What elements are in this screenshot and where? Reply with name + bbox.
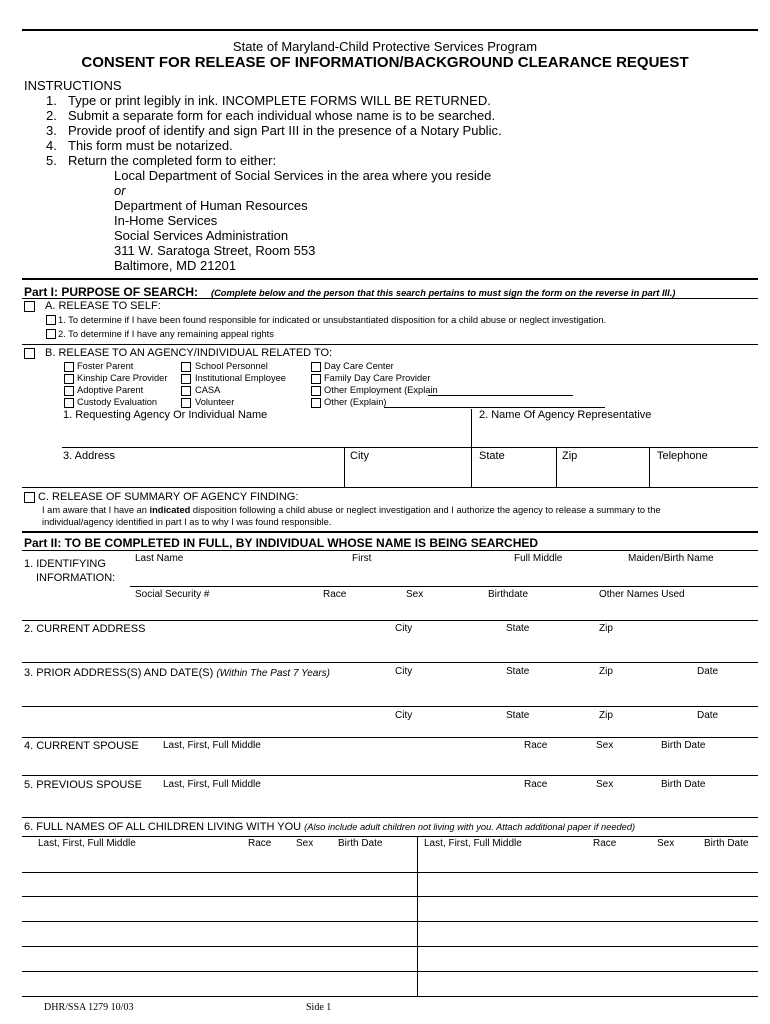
institutional-employee-checkbox[interactable] <box>181 374 191 384</box>
institutional-employee-label: Institutional Employee <box>195 373 286 383</box>
other-employment-label: Other Employment (Explain <box>324 385 438 395</box>
address-line: Social Services Administration <box>114 228 289 243</box>
part1-rule <box>22 278 758 280</box>
form-title: CONSENT FOR RELEASE OF INFORMATION/BACKGROUND CLEARANCE REQUEST <box>81 54 689 71</box>
prior-address-note: (Within The Past 7 Years) <box>216 668 331 679</box>
table-row[interactable] <box>22 971 758 972</box>
prior-address-label <box>24 667 330 679</box>
release-to-self-checkbox[interactable] <box>24 301 35 312</box>
instruction-item: Provide proof of identify and sign Part III in the presence of a Notary Public. <box>68 123 502 138</box>
prior-state-label-2: State <box>506 710 530 721</box>
table-row[interactable] <box>22 872 758 873</box>
ssn-label: Social Security # <box>135 589 210 600</box>
summary-text-bold: indicated <box>149 505 191 515</box>
current-spouse-rule <box>22 775 758 776</box>
address-divider-4 <box>649 447 650 487</box>
determine-responsible-checkbox[interactable] <box>46 315 56 325</box>
children-divider <box>417 836 418 996</box>
part2-underline <box>22 550 758 551</box>
instruction-item: Submit a separate form for each individual whose name is to be searched. <box>68 108 496 123</box>
instruction-item: This form must be notarized. <box>68 138 233 153</box>
instruction-num: 1. <box>46 93 57 108</box>
instruction-item: Return the completed form to either: <box>68 153 277 168</box>
summary-text-pre: I am aware that I have an <box>42 505 150 515</box>
sex-label: Sex <box>406 589 424 600</box>
table-row[interactable] <box>22 946 758 947</box>
determine-responsible-label: 1. To determine if I have been found responsible for indicated or unsubstantiated disposition for a child abuse or neglect investigation. <box>58 315 607 325</box>
instruction-item: Type or print legibly in ink. INCOMPLETE FORMS WILL BE RETURNED. <box>68 93 491 108</box>
address-line: In-Home Services <box>114 213 218 228</box>
release-to-agency-label: B. RELEASE TO AN AGENCY/INDIVIDUAL RELATED TO: <box>45 347 333 359</box>
maiden-name-label: Maiden/Birth Name <box>628 553 714 564</box>
form-id: DHR/SSA 1279 10/03 <box>44 1002 134 1013</box>
part1-heading: Part I: PURPOSE OF SEARCH: <box>24 285 199 299</box>
child-birth-header-2: Birth Date <box>704 838 749 849</box>
current-spouse-label: 4. CURRENT SPOUSE <box>24 740 139 752</box>
agency-fields-rule <box>62 447 758 448</box>
city-label: City <box>350 450 369 462</box>
address-divider-1 <box>344 447 345 487</box>
agency-rep-label: 2. Name Of Agency Representative <box>479 409 652 421</box>
family-day-care-label: Family Day Care Provider <box>324 373 431 383</box>
school-personnel-checkbox[interactable] <box>181 362 191 372</box>
summary-text-post: disposition following a child abuse or neglect investigation and I authorize the agency to release a summary to the <box>190 505 661 515</box>
other-explain-label: Other (Explain) <box>324 397 387 407</box>
instruction-num: 3. <box>46 123 57 138</box>
adoptive-parent-label: Adoptive Parent <box>77 385 144 395</box>
address-line: Baltimore, MD 21201 <box>114 258 237 273</box>
current-spouse-name-label: Last, First, Full Middle <box>163 740 261 751</box>
volunteer-label: Volunteer <box>195 397 235 407</box>
prior-zip-label: Zip <box>599 666 613 677</box>
release-summary-label: C. RELEASE OF SUMMARY OF AGENCY FINDING: <box>38 491 299 503</box>
current-state-label: State <box>506 623 530 634</box>
previous-spouse-name-label: Last, First, Full Middle <box>163 779 261 790</box>
children-heading-text: 6. FULL NAMES OF ALL CHILDREN LIVING WITH YOU <box>24 821 302 833</box>
name-row-rule <box>130 586 758 587</box>
child-race-header: Race <box>248 838 272 849</box>
day-care-center-label: Day Care Center <box>324 361 394 371</box>
identifying-label: 1. IDENTIFYING <box>24 558 106 570</box>
custody-evaluation-label: Custody Evaluation <box>77 397 158 407</box>
previous-spouse-birth-label: Birth Date <box>661 779 706 790</box>
child-name-header: Last, First, Full Middle <box>38 838 136 849</box>
identifying-label-2: INFORMATION: <box>36 572 116 584</box>
section-b-rule <box>22 344 758 345</box>
current-zip-label: Zip <box>599 623 613 634</box>
current-address-rule <box>22 662 758 663</box>
race-label: Race <box>323 589 347 600</box>
other-names-label: Other Names Used <box>599 589 685 600</box>
foster-parent-label: Foster Parent <box>77 361 134 371</box>
appeal-rights-checkbox[interactable] <box>46 329 56 339</box>
current-spouse-race-label: Race <box>524 740 548 751</box>
table-row[interactable] <box>22 896 758 897</box>
telephone-label: Telephone <box>657 450 708 462</box>
part2-heading: Part II: TO BE COMPLETED IN FULL, BY INDIVIDUAL WHOSE NAME IS BEING SEARCHED <box>24 536 539 550</box>
other-explain-line[interactable] <box>384 407 605 408</box>
children-note: (Also include adult children not living with you. Attach additional paper if needed) <box>304 822 636 832</box>
prior-address-rule-1 <box>22 706 758 707</box>
birthdate-label: Birthdate <box>488 589 529 600</box>
first-name-label: First <box>352 553 372 564</box>
address-divider-3 <box>556 447 557 487</box>
previous-spouse-sex-label: Sex <box>596 779 614 790</box>
child-sex-header: Sex <box>296 838 314 849</box>
adoptive-parent-checkbox[interactable] <box>64 386 74 396</box>
current-spouse-birth-label: Birth Date <box>661 740 706 751</box>
address-line: Local Department of Social Services in the area where you reside <box>114 168 492 183</box>
section-c-rule <box>22 487 758 488</box>
last-name-label: Last Name <box>135 553 184 564</box>
page-side: Side 1 <box>306 1002 332 1013</box>
current-spouse-sex-label: Sex <box>596 740 614 751</box>
other-employment-checkbox[interactable] <box>311 386 321 396</box>
school-personnel-label: School Personnel <box>195 361 268 371</box>
prior-city-label-2: City <box>395 710 413 721</box>
address-label: 3. Address <box>63 450 115 462</box>
previous-spouse-rule <box>22 817 758 818</box>
requesting-agency-label: 1. Requesting Agency Or Individual Name <box>63 409 268 421</box>
child-race-header-2: Race <box>593 838 617 849</box>
full-middle-label: Full Middle <box>514 553 563 564</box>
prior-state-label: State <box>506 666 530 677</box>
address-line: or <box>114 183 126 198</box>
kinship-care-label: Kinship Care Provider <box>77 373 168 383</box>
prior-zip-label-2: Zip <box>599 710 613 721</box>
custody-evaluation-checkbox[interactable] <box>64 398 74 408</box>
identifying-rule <box>22 620 758 621</box>
child-birth-header: Birth Date <box>338 838 383 849</box>
instruction-num: 4. <box>46 138 57 153</box>
casa-label: CASA <box>195 385 221 395</box>
agency-line: State of Maryland-Child Protective Services Program <box>232 39 538 54</box>
children-heading-rule <box>22 836 758 837</box>
instruction-num: 5. <box>46 153 57 168</box>
kinship-care-checkbox[interactable] <box>64 374 74 384</box>
part1-note: (Complete below and the person that this search pertains to must sign the form on the reverse in part III.) <box>211 288 676 298</box>
other-explain-checkbox[interactable] <box>311 398 321 408</box>
current-address-label: 2. CURRENT ADDRESS <box>24 623 146 635</box>
previous-spouse-race-label: Race <box>524 779 548 790</box>
prior-city-label: City <box>395 666 413 677</box>
release-summary-checkbox[interactable] <box>24 492 35 503</box>
day-care-center-checkbox[interactable] <box>311 362 321 372</box>
address-divider-2 <box>471 447 472 487</box>
volunteer-checkbox[interactable] <box>181 398 191 408</box>
prior-date-label-2: Date <box>697 710 719 721</box>
other-employment-line[interactable] <box>428 395 573 396</box>
prior-date-label: Date <box>697 666 719 677</box>
previous-spouse-label: 5. PREVIOUS SPOUSE <box>24 779 142 791</box>
instruction-num: 2. <box>46 108 57 123</box>
zip-label: Zip <box>562 450 578 462</box>
family-day-care-checkbox[interactable] <box>311 374 321 384</box>
child-name-header-2: Last, First, Full Middle <box>424 838 522 849</box>
current-city-label: City <box>395 623 413 634</box>
release-summary-text-2: individual/agency identified in part I as to why I was found responsible. <box>42 517 332 527</box>
child-sex-header-2: Sex <box>657 838 675 849</box>
table-row[interactable] <box>22 921 758 922</box>
release-to-self-label: A. RELEASE TO SELF: <box>45 300 161 312</box>
top-rule <box>22 29 758 31</box>
part2-rule <box>22 531 758 533</box>
prior-address-rule-2 <box>22 737 758 738</box>
table-row[interactable] <box>22 996 758 997</box>
agency-divider <box>471 409 472 448</box>
release-to-agency-checkbox[interactable] <box>24 348 35 359</box>
children-heading <box>24 821 635 833</box>
instructions-heading: INSTRUCTIONS <box>24 78 122 93</box>
prior-address-text: 3. PRIOR ADDRESS(S) AND DATE(S) <box>24 667 214 679</box>
address-line: Department of Human Resources <box>114 198 308 213</box>
release-summary-text <box>42 505 661 515</box>
address-line: 311 W. Saratoga Street, Room 553 <box>114 243 316 258</box>
casa-checkbox[interactable] <box>181 386 191 396</box>
part1-underline <box>22 298 758 299</box>
state-label: State <box>479 450 505 462</box>
appeal-rights-label: 2. To determine if I have any remaining appeal rights <box>58 329 274 339</box>
foster-parent-checkbox[interactable] <box>64 362 74 372</box>
